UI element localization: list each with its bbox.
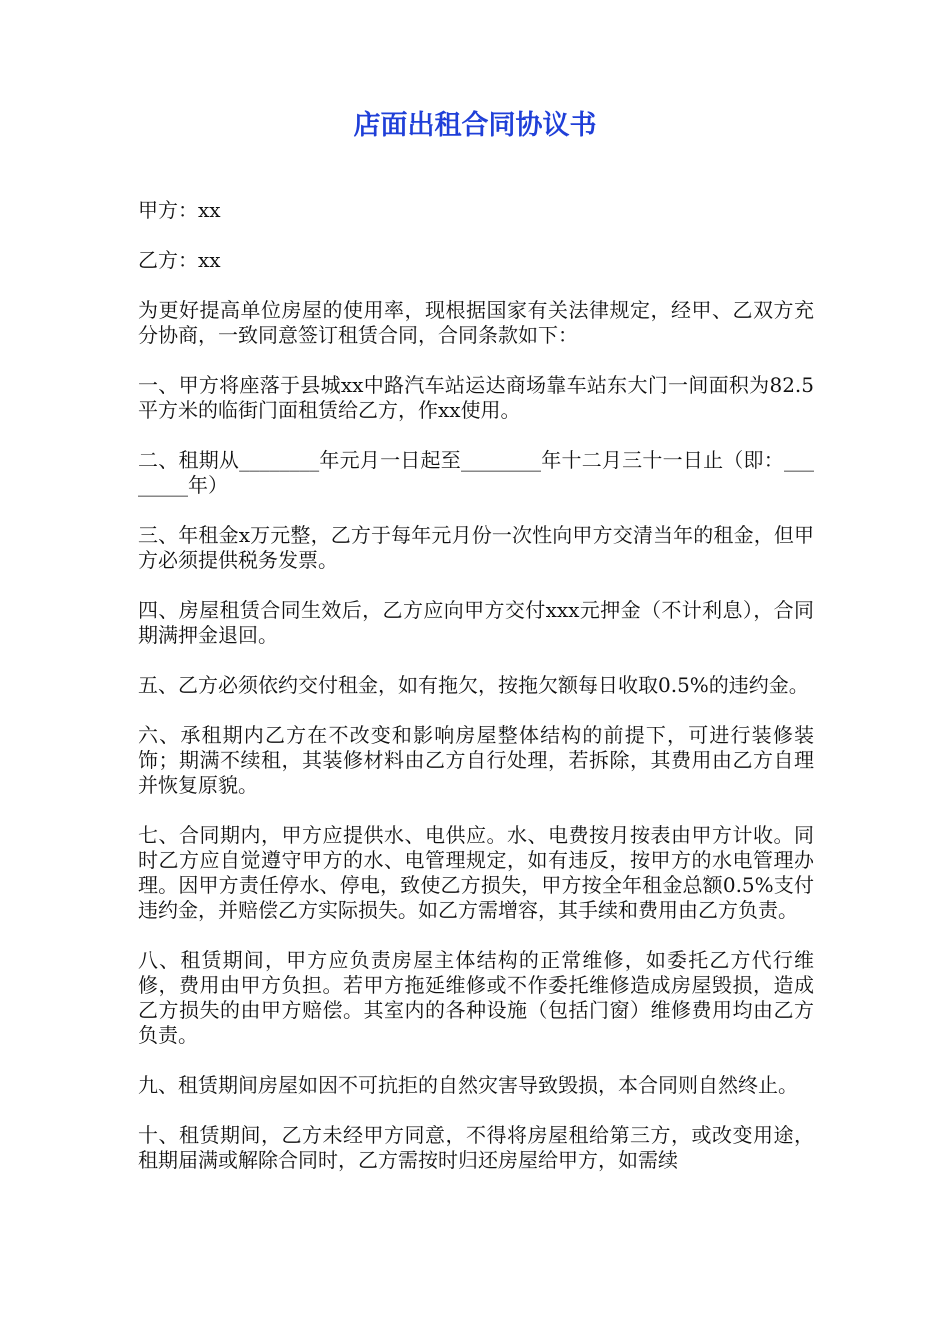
clause-6: 六、承租期内乙方在不改变和影响房屋整体结构的前提下，可进行装修装饰；期满不续租，其装修材料由乙方自行处理，若拆除，其费用由乙方自理并恢复原貌。 <box>138 723 814 797</box>
preamble-paragraph: 为更好提高单位房屋的使用率，现根据国家有关法律规定，经甲、乙双方充分协商，一致同意签订租赁合同，合同条款如下： <box>138 298 814 347</box>
clause-4: 四、房屋租赁合同生效后，乙方应向甲方交付xxx元押金（不计利息），合同期满押金退回。 <box>138 598 814 647</box>
clause-5: 五、乙方必须依约交付租金，如有拖欠，按拖欠额每日收取0.5%的违约金。 <box>138 673 809 697</box>
document-title: 店面出租合同协议书 <box>353 110 597 141</box>
clause-2: 二、租期从________年元月一日起至________年十二月三十一日止（即：________年） <box>138 448 814 497</box>
clause-8: 八、租赁期间，甲方应负责房屋主体结构的正常维修，如委托乙方代行维修，费用由甲方负担。若甲方拖延维修或不作委托维修造成房屋毁损，造成乙方损失的由甲方赔偿。其室内的各种设施（包括门窗）维修费用均由乙方负责。 <box>138 948 814 1047</box>
party-a-line: 甲方：xx <box>138 198 221 222</box>
party-b-line: 乙方：xx <box>138 248 221 272</box>
clause-7: 七、合同期内，甲方应提供水、电供应。水、电费按月按表由甲方计收。同时乙方应自觉遵守甲方的水、电管理规定，如有违反，按甲方的水电管理办理。因甲方责任停水、停电，致使乙方损失，甲方按全年租金总额0.5%支付违约金，并赔偿乙方实际损失。如乙方需增容，其手续和费用由乙方负责。 <box>138 823 814 922</box>
document-body <box>138 198 814 1198</box>
clause-3: 三、年租金x万元整，乙方于每年元月份一次性向甲方交清当年的租金，但甲方必须提供税务发票。 <box>138 523 814 572</box>
clause-1: 一、甲方将座落于县城xx中路汽车站运达商场靠车站东大门一间面积为82.5平方米的临街门面租赁给乙方，作xx使用。 <box>138 373 814 422</box>
clause-10: 十、租赁期间，乙方未经甲方同意，不得将房屋租给第三方，或改变用途，租期届满或解除合同时，乙方需按时归还房屋给甲方，如需续 <box>138 1123 814 1172</box>
clause-9: 九、租赁期间房屋如因不可抗拒的自然灾害导致毁损，本合同则自然终止。 <box>138 1073 798 1097</box>
